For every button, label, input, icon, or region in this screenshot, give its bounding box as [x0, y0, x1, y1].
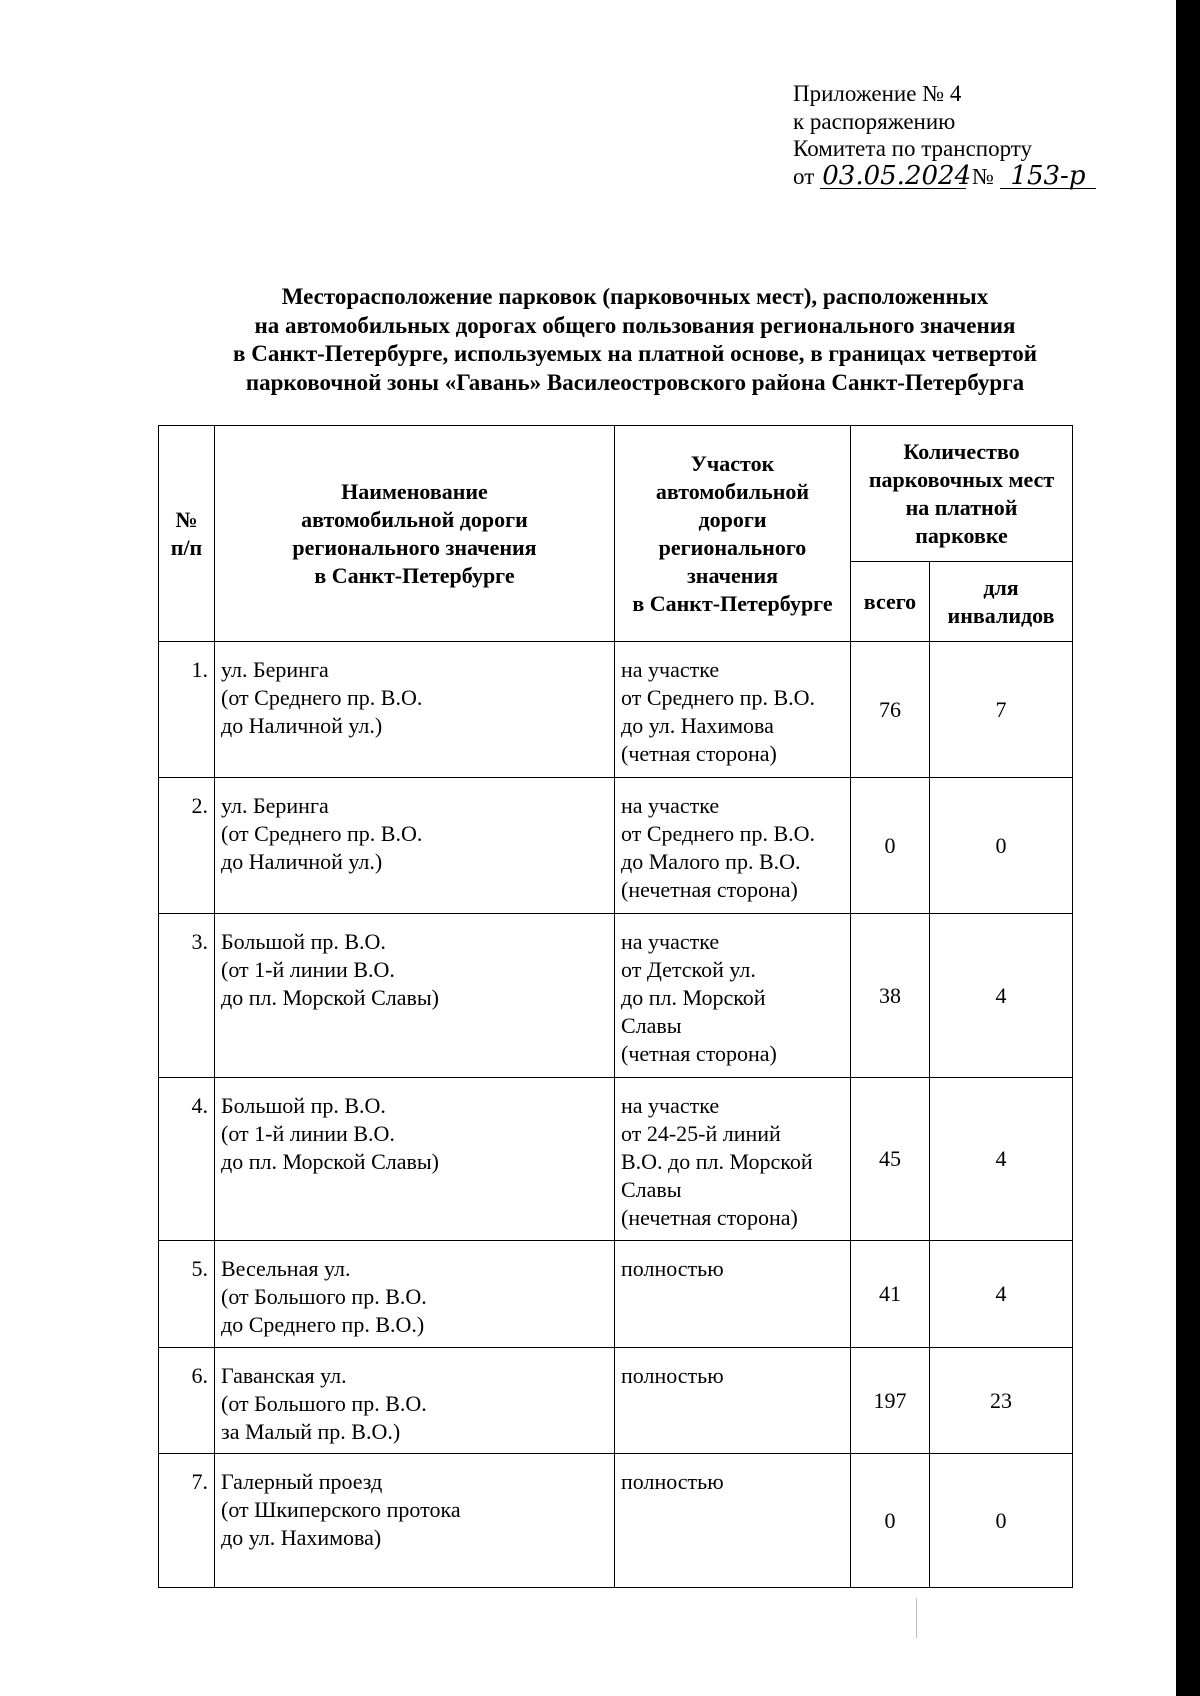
table-row — [159, 1078, 1073, 1241]
cell-line: от 24-25-й линий — [621, 1121, 781, 1146]
cell-line: ул. Беринга — [221, 793, 329, 818]
header-line: автомобильной дороги — [301, 506, 528, 532]
total-spaces: 38 — [851, 914, 930, 1078]
cell-line: (от Большого пр. В.О. — [221, 1284, 427, 1309]
handwritten-date: 03.05.2024 — [822, 160, 972, 191]
disabled-spaces: 0 — [930, 1454, 1073, 1588]
cell-line: до Среднего пр. В.О.) — [221, 1312, 425, 1337]
disabled-spaces: 4 — [930, 1241, 1073, 1348]
cell-line: полностью — [621, 1256, 724, 1281]
header-disabled — [930, 562, 1073, 642]
header-line: значения — [686, 562, 779, 588]
row-number: 7. — [159, 1454, 215, 1588]
header-road-name — [215, 426, 615, 642]
cell-line: (от 1-й линии В.О. — [221, 957, 395, 982]
cell-line: полностью — [621, 1363, 724, 1388]
cell-line: Весельная ул. — [221, 1256, 351, 1281]
table-row — [159, 1241, 1073, 1348]
header-line: № — [175, 506, 198, 532]
table-row — [159, 914, 1073, 1078]
cell-line: (от Большого пр. В.О. — [221, 1391, 427, 1416]
cell-line: за Малый пр. В.О.) — [221, 1419, 401, 1444]
row-number: 5. — [159, 1241, 215, 1348]
road-name — [215, 1348, 615, 1454]
table-row — [159, 778, 1073, 914]
total-spaces: 197 — [851, 1348, 930, 1454]
header-line: на платной — [905, 494, 1018, 520]
appendix-line: Приложение № 4 — [793, 81, 962, 106]
cell-line: от Среднего пр. В.О. — [621, 821, 816, 846]
road-section — [615, 914, 851, 1078]
cell-line: (нечетная сторона) — [621, 1205, 798, 1230]
number-label: № — [972, 163, 994, 189]
cell-line: (от Среднего пр. В.О. — [221, 685, 423, 710]
title-line: парковочной зоны «Гавань» Василеостровского района Санкт-Петербурга — [245, 369, 1025, 395]
cell-line: Гаванская ул. — [221, 1363, 347, 1388]
appendix-line: к распоряжению — [793, 108, 956, 134]
cell-line: Славы — [621, 1177, 682, 1202]
document-title — [150, 283, 1120, 397]
disabled-spaces: 4 — [930, 914, 1073, 1078]
total-spaces: 0 — [851, 778, 930, 914]
title-line: Месторасположение парковок (парковочных мест), расположенных — [281, 284, 989, 309]
total-spaces: 0 — [851, 1454, 930, 1588]
header-line: инвалидов — [947, 602, 1055, 628]
road-section — [615, 1078, 851, 1241]
appendix-header — [793, 80, 1096, 190]
cell-line: до пл. Морской Славы) — [221, 985, 439, 1010]
cell-line: (от 1-й линии В.О. — [221, 1121, 395, 1146]
header-line: Количество — [903, 438, 1020, 464]
row-number: 4. — [159, 1078, 215, 1241]
road-name — [215, 1454, 615, 1588]
cell-line: Большой пр. В.О. — [221, 1093, 386, 1118]
road-name — [215, 642, 615, 778]
table-row — [159, 1454, 1073, 1588]
road-name — [215, 1078, 615, 1241]
header-road-section — [615, 426, 851, 642]
cell-line: В.О. до пл. Морской — [621, 1149, 813, 1174]
header-line: дороги — [698, 506, 767, 532]
road-section — [615, 1348, 851, 1454]
cell-line: до ул. Нахимова — [621, 713, 774, 738]
header-total: всего — [851, 562, 930, 642]
cell-line: до Малого пр. В.О. — [621, 849, 801, 874]
table-row — [159, 642, 1073, 778]
from-label: от — [793, 163, 815, 189]
scan-artifact-line — [916, 1598, 917, 1638]
total-spaces: 41 — [851, 1241, 930, 1348]
header-line: в Санкт-Петербурге — [632, 590, 833, 616]
header-parking-count — [851, 426, 1073, 562]
appendix-line: Комитета по транспорту — [793, 136, 1033, 161]
header-line: регионального — [658, 534, 807, 560]
title-line: в Санкт-Петербурге, используемых на платной основе, в границах четвертой — [233, 341, 1037, 366]
road-name — [215, 778, 615, 914]
cell-line: ул. Беринга — [221, 657, 329, 682]
cell-line: Большой пр. В.О. — [221, 929, 386, 954]
header-line: парковке — [915, 522, 1008, 548]
cell-line: на участке — [621, 793, 720, 818]
row-number: 2. — [159, 778, 215, 914]
cell-line: Славы — [621, 1013, 682, 1038]
header-line: Участок — [690, 450, 775, 476]
disabled-spaces: 7 — [930, 642, 1073, 778]
header-line: п/п — [170, 534, 203, 560]
header-line: регионального значения — [292, 534, 537, 560]
road-section — [615, 642, 851, 778]
road-section — [615, 778, 851, 914]
cell-line: до пл. Морской — [621, 985, 766, 1010]
cell-line: до Наличной ул.) — [221, 849, 383, 874]
cell-line: (нечетная сторона) — [621, 877, 798, 902]
disabled-spaces: 4 — [930, 1078, 1073, 1241]
row-number: 3. — [159, 914, 215, 1078]
disabled-spaces: 0 — [930, 778, 1073, 914]
road-name — [215, 914, 615, 1078]
road-section — [615, 1241, 851, 1348]
header-line: Наименование — [341, 478, 488, 504]
disabled-spaces: 23 — [930, 1348, 1073, 1454]
parking-table — [158, 425, 1073, 1588]
cell-line: полностью — [621, 1469, 724, 1494]
table-row — [159, 1348, 1073, 1454]
handwritten-number: 153-р — [1000, 164, 1096, 189]
title-line: на автомобильных дорогах общего пользования регионального значения — [254, 312, 1016, 338]
cell-line: от Среднего пр. В.О. — [621, 685, 816, 710]
order-date-number — [793, 160, 1096, 191]
cell-line: (от Шкиперского протока — [221, 1497, 461, 1522]
road-name — [215, 1241, 615, 1348]
cell-line: на участке — [621, 1093, 720, 1118]
cell-line: на участке — [621, 929, 720, 954]
header-line: парковочных мест — [868, 466, 1055, 492]
cell-line: (четная сторона) — [621, 741, 777, 766]
road-section — [615, 1454, 851, 1588]
row-number: 1. — [159, 642, 215, 778]
header-line: для — [983, 574, 1019, 600]
header-line: автомобильной — [655, 478, 810, 504]
row-number: 6. — [159, 1348, 215, 1454]
cell-line: (от Среднего пр. В.О. — [221, 821, 423, 846]
cell-line: до ул. Нахимова) — [221, 1525, 382, 1550]
cell-line: (четная сторона) — [621, 1041, 777, 1066]
total-spaces: 76 — [851, 642, 930, 778]
cell-line: до Наличной ул.) — [221, 713, 383, 738]
cell-line: до пл. Морской Славы) — [221, 1149, 439, 1174]
total-spaces: 45 — [851, 1078, 930, 1241]
cell-line: на участке — [621, 657, 720, 682]
header-line: в Санкт-Петербурге — [314, 562, 515, 588]
cell-line: Галерный проезд — [221, 1469, 383, 1494]
scan-edge — [1176, 0, 1200, 1696]
cell-line: от Детской ул. — [621, 957, 756, 982]
header-number — [159, 426, 215, 642]
